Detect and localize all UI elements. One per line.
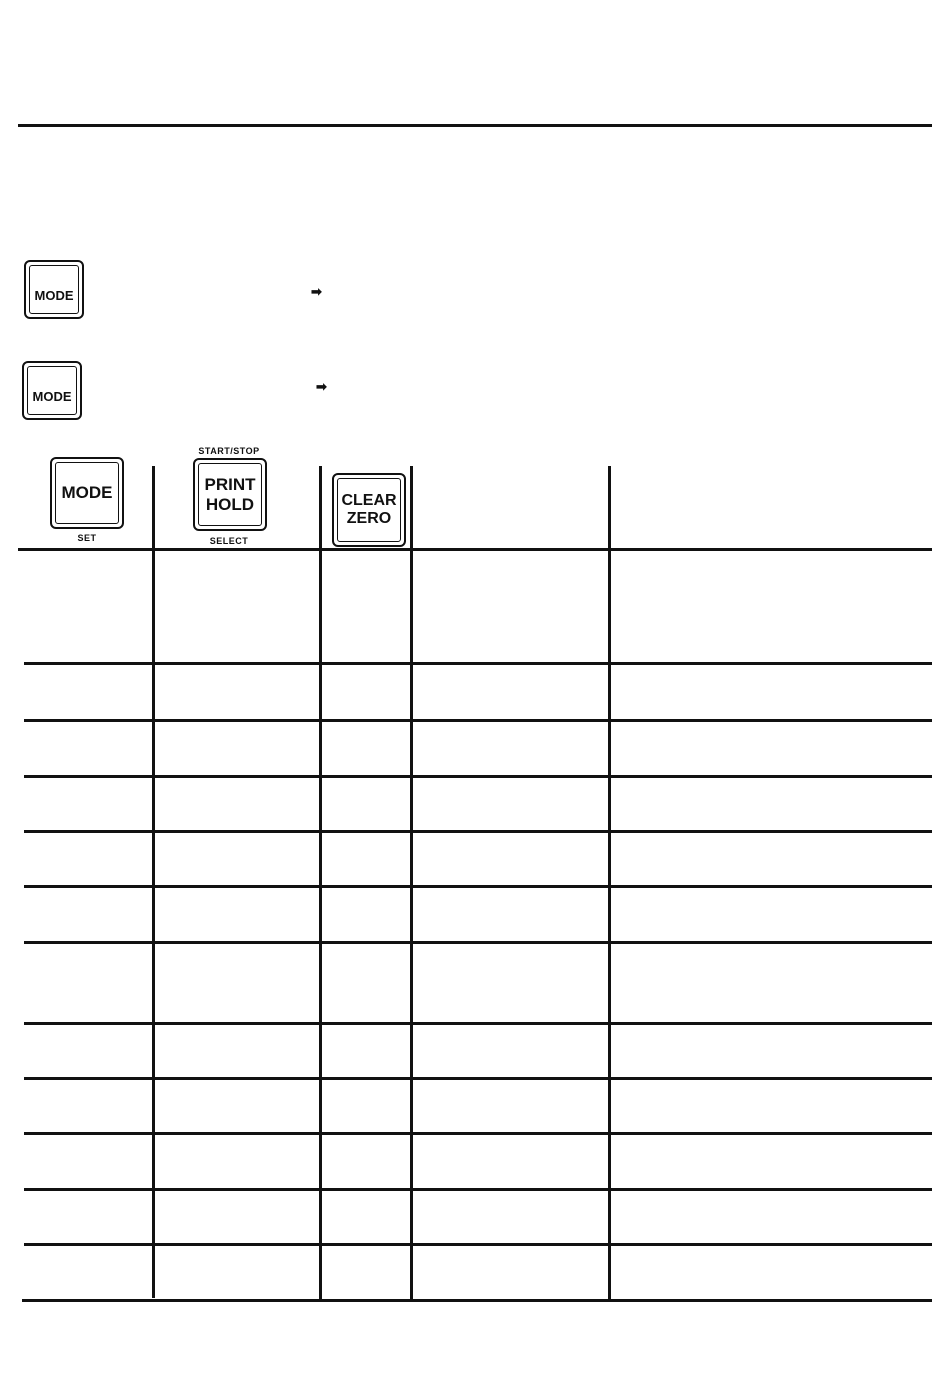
- table-row-rule: [24, 1188, 932, 1191]
- mode-key-label: MODE: [34, 288, 74, 304]
- clear-label: CLEAR: [341, 491, 397, 509]
- hold-label: HOLD: [205, 494, 255, 514]
- zero-label: ZERO: [346, 510, 392, 527]
- arrow-right-icon: ➡: [316, 379, 327, 394]
- clear-zero-key[interactable]: [332, 473, 406, 547]
- table-header-rule: [18, 548, 932, 551]
- mode-key-example-2[interactable]: [22, 361, 82, 420]
- table-row-rule: [24, 1243, 932, 1246]
- arrow-right-icon: ➡: [311, 284, 322, 299]
- table-row-rule: [24, 941, 932, 944]
- table-row-rule: [24, 885, 932, 888]
- table-row-rule: [24, 1077, 932, 1080]
- start-stop-caption: START/STOP: [198, 446, 260, 456]
- print-hold-key[interactable]: [193, 458, 267, 531]
- table-row-rule: [24, 662, 932, 665]
- table-row-rule: [24, 719, 932, 722]
- table-row-rule: [24, 775, 932, 778]
- mode-set-key[interactable]: [50, 457, 124, 529]
- mode-key-example-1[interactable]: [24, 260, 84, 319]
- print-label: PRINT: [204, 474, 256, 494]
- table-row-rule: [24, 1022, 932, 1025]
- table-row-rule: [24, 1132, 932, 1135]
- column-divider: [319, 466, 322, 1302]
- column-divider: [608, 466, 611, 1302]
- table-bottom-rule: [22, 1299, 932, 1302]
- mode-key-label: MODE: [32, 389, 72, 405]
- select-caption: SELECT: [209, 536, 249, 546]
- column-divider: [152, 466, 155, 1298]
- table-row-rule: [24, 830, 932, 833]
- top-rule: [18, 124, 932, 127]
- mode-set-key-label: MODE: [61, 483, 113, 503]
- set-caption: SET: [77, 533, 97, 543]
- column-divider: [410, 466, 413, 1302]
